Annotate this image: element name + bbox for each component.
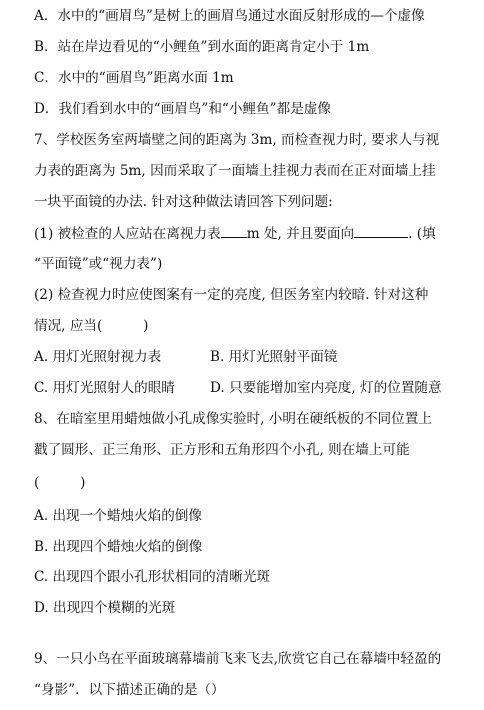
q8-stem-line-2: 戳了圆形、正三角形、正方形和五角形四个小孔, 则在墙上可能 <box>34 442 410 458</box>
q8-stem-line-1: 8、在暗室里用蜡烛做小孔成像实验时, 小明在硬纸板的不同位置上 <box>34 411 432 427</box>
q8-stem-line-3: ( ) <box>34 475 86 491</box>
q8-option-c: C. 出现四个跟小孔形状相同的清晰光斑 <box>34 569 271 585</box>
q7-facing-blank[interactable] <box>354 223 408 238</box>
q8-option-a: A. 出现一个蜡烛火焰的倒像 <box>34 508 202 524</box>
q7-sub1-text-mid: m 处, 并且要面向 <box>246 226 355 242</box>
q7-sub1-text-pre: (1) 被检查的人应站在离视力表 <box>34 226 221 242</box>
q7-options-row-1 <box>34 347 464 367</box>
q7-sub2-line-1: (2) 检查视力时应使图案有一定的亮度, 但医务室内较暗. 针对这种 <box>34 287 429 303</box>
q7-sub-question-1 <box>34 223 464 244</box>
q7-options-row-2 <box>34 378 464 398</box>
q9-stem-line-1: 9、一只小鸟在平面玻璃幕墙前飞来飞去,欣赏它自己在幕墙中轻盈的 <box>34 651 442 667</box>
q7-option-b: B. 用灯光照射平面镜 <box>210 349 338 365</box>
q7-sub1-line-2: “平面镜”或“视力表”) <box>34 256 163 272</box>
q7-distance-blank[interactable] <box>221 223 247 238</box>
q7-stem-line-3: 一块平面镜的办法. 针对这种做法请回答下列问题: <box>34 194 333 210</box>
q6-option-b: B．站在岸边看见的“小鲤鱼”到水面的距离肯定小于 1m <box>34 39 370 55</box>
q8-option-b: B. 出现四个蜡烛火焰的倒像 <box>34 539 203 555</box>
q7-option-a: A. 用灯光照射视力表 <box>34 349 162 365</box>
q7-sub1-text-post: . (填 <box>408 226 436 242</box>
q7-option-c: C. 用灯光照射人的眼睛 <box>34 380 175 396</box>
q7-option-d: D. 只要能增加室内亮度, 灯的位置随意 <box>210 380 442 396</box>
q7-sub2-line-2: 情况, 应当( ) <box>34 318 149 334</box>
q6-option-c: C．水中的“画眉鸟”距离水面 1m <box>34 70 234 86</box>
q9-stem-line-2: “身影”．以下描述正确的是（） <box>34 682 225 698</box>
q8-option-d: D. 出现四个模糊的光斑 <box>34 600 176 616</box>
q6-option-a: A．水中的“画眉鸟”是树上的画眉鸟通过水面反射形成的—个虚像 <box>34 8 425 24</box>
q7-stem-line-2: 力表的距离为 5m, 因而采取了一面墙上挂视力表而在正对面墙上挂 <box>34 163 436 179</box>
q6-option-d: D．我们看到水中的“画眉鸟”和“小鲤鱼”都是虚像 <box>34 101 331 117</box>
q7-stem-line-1: 7、学校医务室两墙壁之间的距离为 3m, 而检查视力时, 要求人与视 <box>34 132 440 148</box>
